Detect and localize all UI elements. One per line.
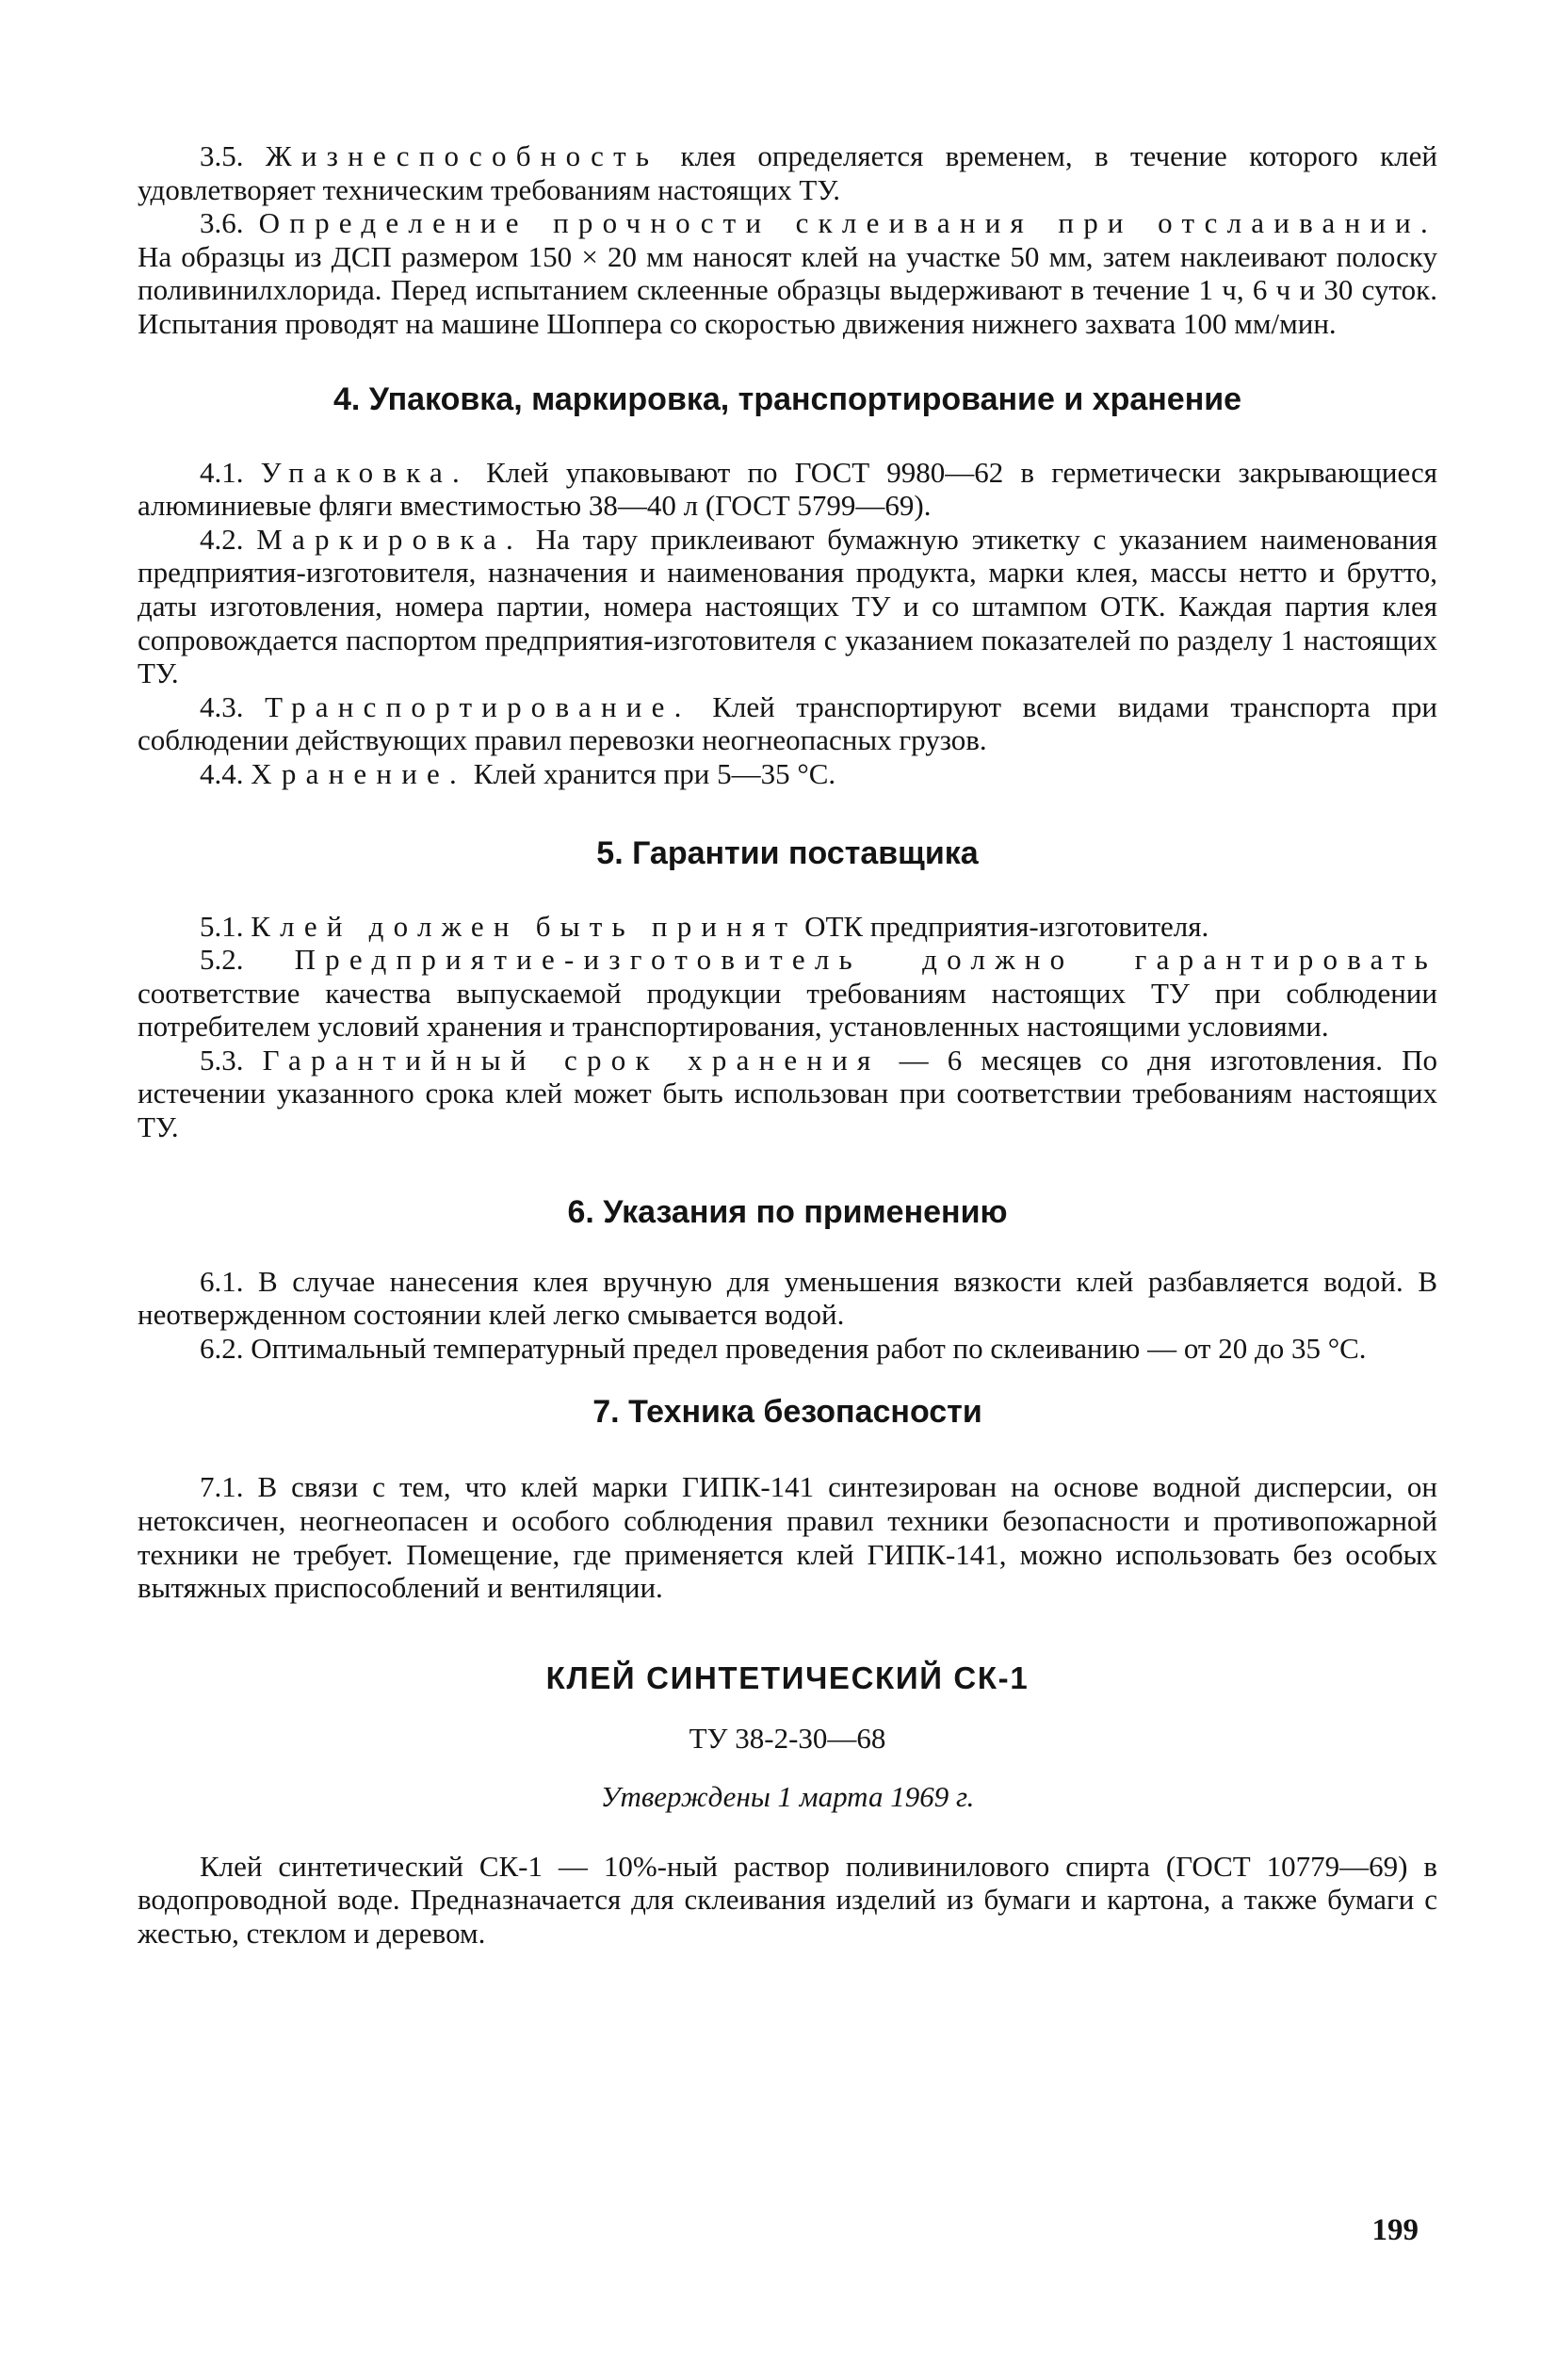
paragraph-text: Оптимальный температурный предел проведения работ по склеиванию — от 20 до 35 °С. xyxy=(251,1331,1367,1365)
spaced-term: Жизнеспособность xyxy=(265,139,659,172)
spaced-term: Упаковка. xyxy=(260,455,469,489)
paragraph-number: 6.1. xyxy=(200,1264,244,1298)
product-intro-paragraph: Клей синтетический СК-1 — 10%-ный раствор поливинилового спирта (ГОСТ 10779—69) в водопроводной воде. Предназначается для склеивания изделий из бумаги и картона, а также бумаги с жестью, стеклом и деревом. xyxy=(138,1849,1437,1950)
paragraph-6-1 xyxy=(138,1265,1437,1332)
paragraph-3-5 xyxy=(138,139,1437,206)
page-number: 199 xyxy=(1371,2213,1419,2247)
approval-date: Утверждены 1 марта 1969 г. xyxy=(600,1779,975,1813)
paragraph-4-4 xyxy=(138,757,1437,791)
paragraph-4-1 xyxy=(138,456,1437,523)
paragraph-number: 4.4. xyxy=(200,756,244,790)
spaced-term: Гарантийный срок хранения xyxy=(262,1043,881,1077)
section-heading-4: 4. Упаковка, маркировка, транспортирование и хранение xyxy=(332,380,1242,417)
spaced-term: Маркировка. xyxy=(256,522,524,556)
paragraph-text: На тару приклеивают бумажную этикетку с указанием наименования предприятия-изготовителя, назначения и наименования продукта, марки клея, массы нетто и брутто, даты изготовления, номера партии, номера настоящих ТУ и со штампом ОТК. Каждая партия клея сопровождается паспортом предприятия-изготовителя с указанием показателей по разделу 1 настоящих ТУ. xyxy=(138,522,1438,690)
paragraph-7-1 xyxy=(138,1470,1437,1604)
spaced-term: Хранение. xyxy=(251,756,467,790)
paragraph-text: Клей транспортируют всеми видами транспорта при соблюдении действующих правил перевозки неогнеопасных грузов. xyxy=(138,689,1437,757)
paragraph-3-6 xyxy=(138,206,1437,340)
section-heading-7: 7. Техника безопасности xyxy=(592,1394,982,1431)
paragraph-text: — 6 месяцев со дня изготовления. По истечении указанного срока клей может быть использован при соответствии требованиям настоящих ТУ. xyxy=(138,1043,1437,1144)
paragraph-text: В связи с тем, что клей марки ГИПК-141 синтезирован на основе водной дисперсии, он нетоксичен, неогнеопасен и особого соблюдения правил техники безопасности и противопожарной техники не требует. Помещение, где применяется клей ГИПК-141, можно использовать без особых вытяжных приспособлений и вентиляции. xyxy=(138,1470,1437,1605)
paragraph-text: ОТК предприятия-изготовителя. xyxy=(797,909,1209,943)
paragraph-number: 5.2. xyxy=(200,943,244,977)
paragraph-4-3 xyxy=(138,690,1437,757)
section-heading-6: 6. Указания по применению xyxy=(567,1193,1008,1230)
paragraph-text: Клей упаковывают по ГОСТ 9980—62 в герметически закрывающиеся алюминиевые фляги вместимостью 38—40 л (ГОСТ 5799—69). xyxy=(138,455,1438,523)
paragraph-5-1 xyxy=(138,910,1437,944)
spaced-term: Клей должен быть принят xyxy=(251,909,798,943)
spaced-term: Транспортирование. xyxy=(265,689,691,723)
spaced-term: Предприятие-изготовитель должно гарантировать xyxy=(294,943,1438,977)
paragraph-number: 7.1. xyxy=(200,1470,244,1504)
section-heading-5: 5. Гарантии поставщика xyxy=(596,834,979,871)
paragraph-5-3 xyxy=(138,1044,1437,1144)
paragraph-number: 5.3. xyxy=(200,1043,244,1077)
product-title: КЛЕЙ СИНТЕТИЧЕСКИЙ СК-1 xyxy=(545,1660,1030,1695)
paragraph-text: Клей хранится при 5—35 °С. xyxy=(466,756,836,790)
paragraph-number: 3.6. xyxy=(200,206,244,240)
paragraph-text: На образцы из ДСП размером 150 × 20 мм наносят клей на участке 50 мм, затем наклеивают полоску поливинилхлорида. Перед испытанием склеенные образцы выдерживают в течение 1 ч, 6 ч и 30 суток. Испытания проводят на машине Шоппера со скоростью движения нижнего захвата 100 мм/мин. xyxy=(138,239,1437,340)
paragraph-number: 6.2. xyxy=(200,1331,244,1365)
paragraph-number: 4.2. xyxy=(200,522,244,556)
page-content xyxy=(138,139,1437,1951)
paragraph-number: 4.1. xyxy=(200,455,244,489)
paragraph-4-2 xyxy=(138,523,1437,690)
paragraph-text: В случае нанесения клея вручную для уменьшения вязкости клей разбавляется водой. В неотвержденном состоянии клей легко смывается водой. xyxy=(138,1264,1437,1332)
paragraph-6-2 xyxy=(138,1332,1437,1366)
paragraph-number: 3.5. xyxy=(200,139,244,172)
paragraph-text: соответствие качества выпускаемой продукции требованиям настоящих ТУ при соблюдении потребителем условий хранения и транспортирования, установленных настоящими условиями. xyxy=(138,976,1437,1044)
paragraph-number: 5.1. xyxy=(200,909,244,943)
paragraph-text: клея определяется временем, в течение которого клей удовлетворяет техническим требованиям настоящих ТУ. xyxy=(138,139,1437,206)
paragraph-5-2 xyxy=(138,943,1437,1044)
tu-number: ТУ 38-2-30—68 xyxy=(689,1721,886,1755)
paragraph-number: 4.3. xyxy=(200,689,244,723)
spaced-term: Определение прочности склеивания при отслаивании. xyxy=(258,206,1437,240)
